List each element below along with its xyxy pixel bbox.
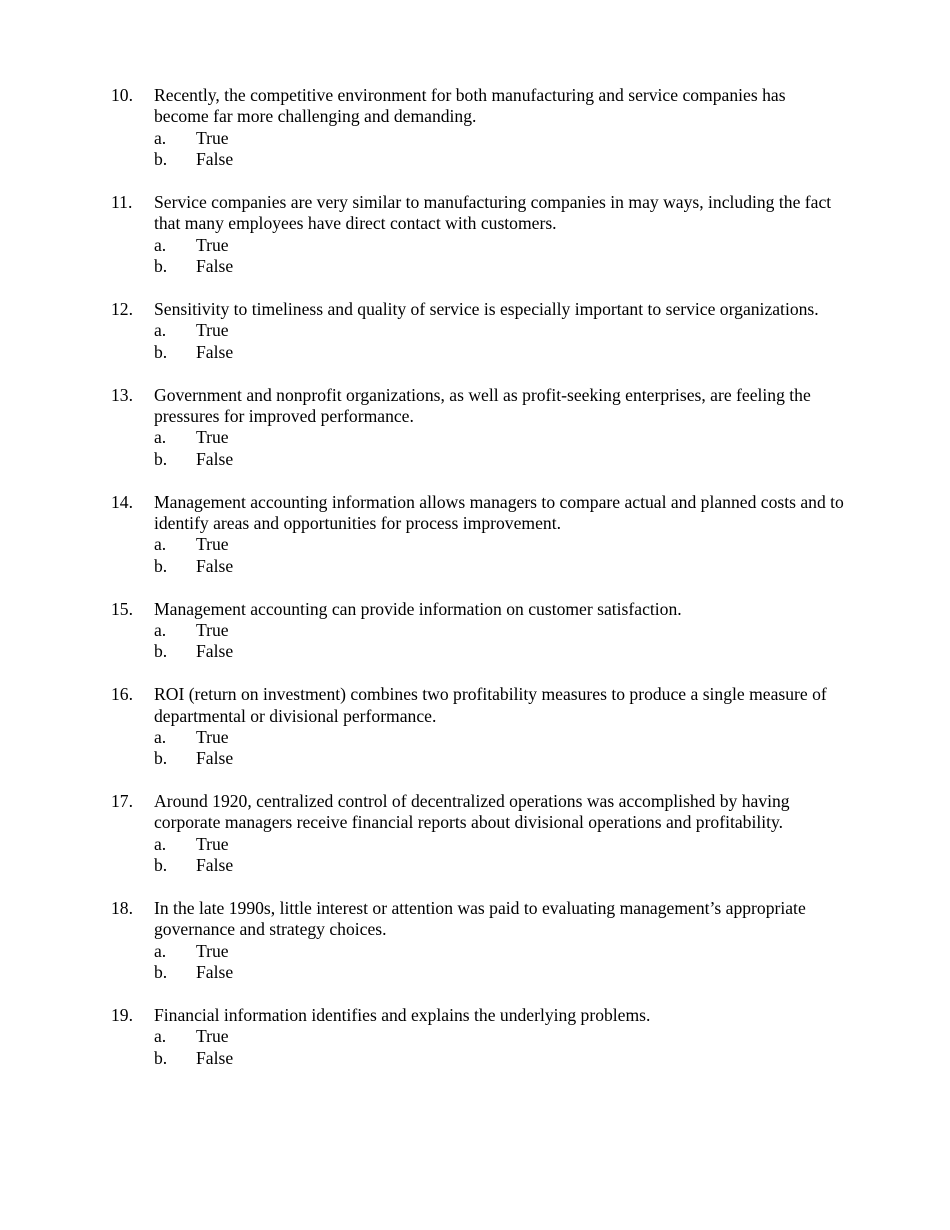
option-text: False: [196, 1047, 234, 1068]
question-14: [0, 492, 950, 578]
question-number: 10.: [111, 85, 133, 105]
question-number: 13.: [111, 384, 133, 405]
question-text: In the late 1990s, little interest or attention was paid to evaluating management’s appropriate governance and strategy choices.: [154, 898, 806, 940]
option-b: [0, 641, 950, 662]
option-letter: b.: [154, 1047, 168, 1068]
option-letter: b.: [154, 855, 168, 876]
option-text: False: [196, 448, 234, 469]
question-text: Recently, the competitive environment for both manufacturing and service companies has become far more challenging and demanding.: [154, 85, 786, 127]
question-number: 17.: [111, 791, 133, 812]
option-letter: a.: [154, 127, 167, 148]
option-b: [0, 1048, 950, 1069]
option-letter: a.: [154, 320, 167, 341]
option-text: False: [196, 855, 234, 876]
option-text: False: [196, 341, 234, 362]
question-number: 16.: [111, 684, 133, 705]
option-text: True: [196, 320, 229, 341]
question-13: [0, 385, 950, 471]
option-text: False: [196, 641, 234, 662]
option-text: True: [196, 619, 229, 640]
question-number: 15.: [111, 598, 133, 619]
question-text: Sensitivity to timeliness and quality of service is especially important to service organizations.: [154, 298, 819, 319]
option-text: True: [196, 234, 229, 255]
question-19: [0, 1005, 950, 1069]
option-letter: b.: [154, 149, 168, 170]
option-letter: a.: [154, 619, 167, 640]
option-text: True: [196, 940, 229, 961]
question-text: ROI (return on investment) combines two profitability measures to produce a single measure of departmental or divisional performance.: [154, 684, 827, 726]
question-17: [0, 791, 950, 877]
question-11: [0, 192, 950, 278]
option-text: True: [196, 427, 229, 448]
option-b: [0, 149, 950, 170]
option-letter: a.: [154, 726, 167, 747]
option-letter: a.: [154, 940, 167, 961]
option-b: [0, 748, 950, 769]
option-text: True: [196, 726, 229, 747]
option-text: False: [196, 962, 234, 983]
option-text: True: [196, 534, 229, 555]
option-text: False: [196, 256, 234, 277]
option-letter: a.: [154, 1026, 167, 1047]
question-number: 12.: [111, 298, 133, 319]
question-text: Government and nonprofit organizations, as well as profit-seeking enterprises, are feeling the pressures for improved performance.: [154, 384, 811, 426]
option-letter: a.: [154, 427, 167, 448]
question-text: Around 1920, centralized control of decentralized operations was accomplished by having corporate managers receive financial reports about divisional operations and profitability.: [154, 791, 790, 833]
document-page: [0, 85, 950, 1091]
option-a: [0, 620, 950, 641]
option-letter: b.: [154, 256, 168, 277]
question-text: Financial information identifies and explains the underlying problems.: [154, 1005, 651, 1026]
question-number: 11.: [111, 191, 133, 212]
option-letter: a.: [154, 534, 167, 555]
option-letter: b.: [154, 448, 168, 469]
option-a: [0, 941, 950, 962]
option-a: [0, 427, 950, 448]
option-letter: b.: [154, 748, 168, 769]
question-text: Management accounting can provide information on customer satisfaction.: [154, 598, 682, 619]
option-a: [0, 320, 950, 341]
question-10: [0, 85, 950, 171]
option-a: [0, 235, 950, 256]
option-letter: b.: [154, 962, 168, 983]
option-text: True: [196, 127, 229, 148]
option-text: False: [196, 149, 234, 170]
option-text: True: [196, 833, 229, 854]
option-text: True: [196, 1026, 229, 1047]
question-12: [0, 299, 950, 363]
option-letter: a.: [154, 234, 167, 255]
option-a: [0, 834, 950, 855]
question-18: [0, 898, 950, 984]
question-text: Management accounting information allows managers to compare actual and planned costs and to identify areas and opportunities for process improvement.: [154, 491, 844, 533]
question-number: 18.: [111, 898, 133, 919]
option-letter: b.: [154, 555, 168, 576]
question-number: 19.: [111, 1005, 133, 1026]
question-15: [0, 599, 950, 663]
question-text: Service companies are very similar to manufacturing companies in may ways, including the fact that many employees have direct contact with customers.: [154, 191, 832, 234]
option-b: [0, 449, 950, 470]
option-b: [0, 342, 950, 363]
option-letter: b.: [154, 341, 168, 362]
option-a: [0, 128, 950, 149]
option-b: [0, 256, 950, 277]
option-letter: b.: [154, 641, 168, 662]
option-a: [0, 1026, 950, 1047]
option-letter: a.: [154, 833, 167, 854]
option-a: [0, 727, 950, 748]
option-text: False: [196, 555, 234, 576]
option-b: [0, 962, 950, 983]
question-number: 14.: [111, 491, 133, 512]
option-text: False: [196, 748, 234, 769]
question-16: [0, 684, 950, 770]
option-b: [0, 556, 950, 577]
option-b: [0, 855, 950, 876]
option-a: [0, 534, 950, 555]
